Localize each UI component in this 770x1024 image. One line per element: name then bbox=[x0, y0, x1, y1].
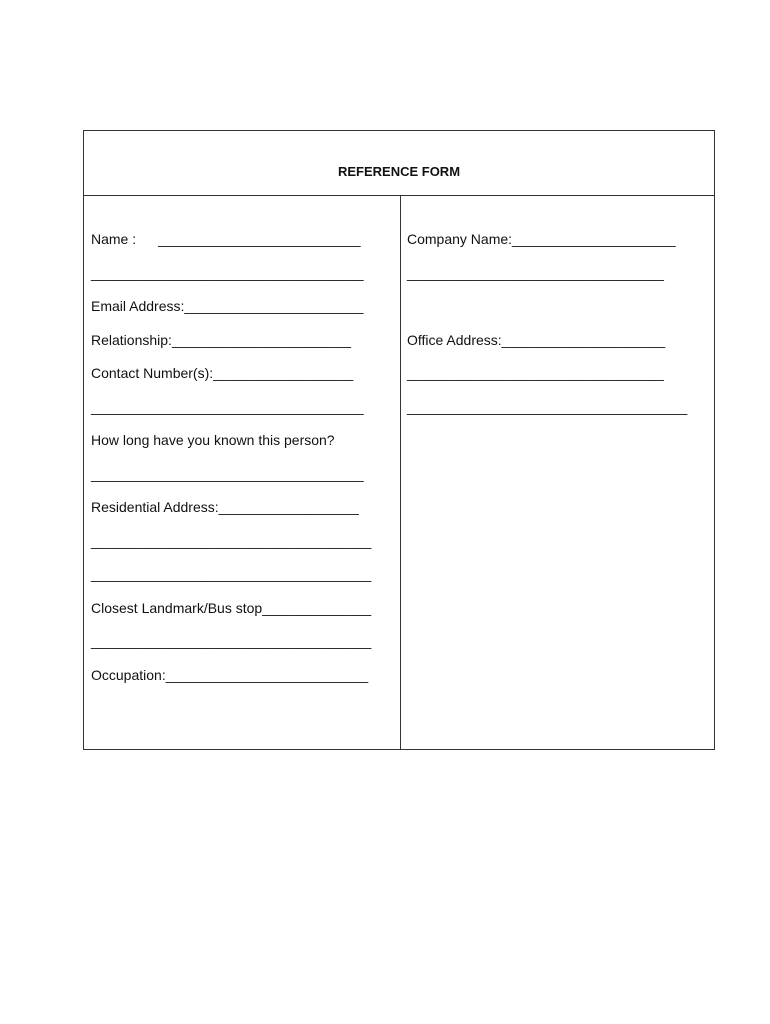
residential-address-field[interactable]: Residential Address:__________________ bbox=[91, 499, 359, 515]
contact-number-field[interactable]: Contact Number(s):__________________ bbox=[91, 365, 354, 381]
email-address-field[interactable]: Email Address:_______________________ bbox=[91, 298, 364, 314]
name-field[interactable] bbox=[91, 230, 361, 248]
office-address-line-2[interactable]: ____________________________________ bbox=[407, 399, 688, 415]
closest-landmark-field[interactable]: Closest Landmark/Bus stop______________ bbox=[91, 600, 372, 616]
closest-landmark-continuation-line[interactable]: ____________________________________ bbox=[91, 633, 372, 649]
contact-continuation-line[interactable]: ___________________________________ bbox=[91, 399, 364, 415]
residential-address-line-2[interactable]: ____________________________________ bbox=[91, 566, 372, 582]
name-blank[interactable]: __________________________ bbox=[158, 231, 361, 247]
form-title: REFERENCE FORM bbox=[337, 164, 461, 179]
name-continuation-line[interactable]: ___________________________________ bbox=[91, 265, 364, 281]
occupation-field[interactable]: Occupation:__________________________ bbox=[91, 667, 369, 683]
column-divider bbox=[400, 196, 401, 750]
office-address-line-1[interactable]: _________________________________ bbox=[407, 365, 664, 381]
known-duration-answer-line[interactable]: ___________________________________ bbox=[91, 466, 364, 482]
form-header bbox=[84, 131, 714, 196]
company-name-continuation-line[interactable]: _________________________________ bbox=[407, 265, 664, 281]
company-name-field[interactable]: Company Name:_____________________ bbox=[407, 231, 676, 247]
reference-form bbox=[83, 130, 715, 750]
relationship-field[interactable]: Relationship:_______________________ bbox=[91, 332, 352, 348]
name-label: Name : bbox=[91, 231, 137, 247]
residential-address-line-1[interactable]: ____________________________________ bbox=[91, 533, 372, 549]
known-duration-question: How long have you known this person? bbox=[91, 432, 335, 448]
office-address-field[interactable]: Office Address:_____________________ bbox=[407, 332, 666, 348]
